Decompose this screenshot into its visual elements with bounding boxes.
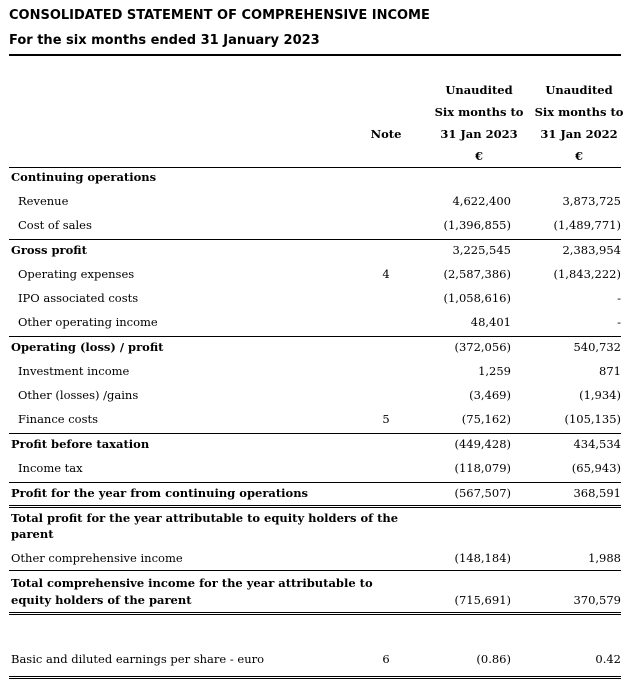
row-label-line2: parent xyxy=(11,527,54,541)
row-label: Revenue xyxy=(18,194,69,208)
row-rule xyxy=(9,336,621,337)
row-label: Profit before taxation xyxy=(11,437,150,451)
row-label: Operating expenses xyxy=(18,267,135,281)
row-label-line2: equity holders of the parent xyxy=(11,593,192,607)
row-value-2022: 2,383,954 xyxy=(562,243,621,257)
row-value-2023: (118,079) xyxy=(454,461,511,475)
row-label: Profit for the year from continuing operations xyxy=(11,486,309,500)
row-label: Other operating income xyxy=(18,315,158,329)
row-label: Basic and diluted earnings per share - euro xyxy=(11,652,265,666)
row-value-2022: 0.42 xyxy=(595,652,621,666)
row-label: Other comprehensive income xyxy=(11,551,183,565)
row-rule xyxy=(9,482,621,483)
row-rule xyxy=(9,239,621,240)
row-label: Cost of sales xyxy=(18,218,92,232)
row-value-2022: 3,873,725 xyxy=(562,194,621,208)
row-value-2023: (148,184) xyxy=(454,551,511,565)
row-label: Finance costs xyxy=(18,412,99,426)
row-value-2022: 871 xyxy=(599,364,621,378)
col1-header-line1: Unaudited xyxy=(445,83,513,97)
row-note: 4 xyxy=(382,267,390,281)
row-rule xyxy=(9,433,621,434)
row-value-2023: 4,622,400 xyxy=(452,194,511,208)
row-label: Income tax xyxy=(18,461,83,475)
row-value-2023: (1,396,855) xyxy=(443,218,511,232)
row-double-rule xyxy=(9,676,621,679)
row-value-2022: - xyxy=(617,291,621,305)
title-rule xyxy=(9,54,621,56)
row-double-rule xyxy=(9,612,621,615)
row-value-2022: (1,489,771) xyxy=(553,218,621,232)
row-value-2022: 1,988 xyxy=(588,551,621,565)
row-value-2022: 370,579 xyxy=(573,593,621,607)
statement-title: CONSOLIDATED STATEMENT OF COMPREHENSIVE INCOME xyxy=(9,8,430,23)
row-value-2022: 434,534 xyxy=(573,437,621,451)
row-value-2023: (372,056) xyxy=(454,340,511,354)
col2-header-line1: Unaudited xyxy=(545,83,613,97)
row-value-2023: 48,401 xyxy=(470,315,511,329)
row-label: Other (losses) /gains xyxy=(18,388,139,402)
col1-header-line3: 31 Jan 2023 xyxy=(440,127,518,141)
row-value-2023: (2,587,386) xyxy=(443,267,511,281)
row-note: 5 xyxy=(382,412,390,426)
row-value-2022: 540,732 xyxy=(573,340,621,354)
row-value-2023: 3,225,545 xyxy=(452,243,511,257)
row-value-2023: (449,428) xyxy=(454,437,511,451)
row-double-rule xyxy=(9,505,621,508)
col2-header-line2: Six months to xyxy=(534,105,624,119)
row-value-2023: (1,058,616) xyxy=(443,291,511,305)
row-value-2023: (75,162) xyxy=(461,412,511,426)
row-value-2022: (105,135) xyxy=(564,412,621,426)
row-label: Total profit for the year attributable to equity holders of the xyxy=(11,511,399,525)
row-rule xyxy=(9,570,621,571)
row-value-2022: (1,934) xyxy=(579,388,621,402)
row-label: Continuing operations xyxy=(11,170,157,184)
col1-currency: € xyxy=(474,149,483,163)
statement-subtitle: For the six months ended 31 January 2023 xyxy=(9,33,320,48)
row-label: Operating (loss) / profit xyxy=(11,340,164,354)
row-note: 6 xyxy=(382,652,390,666)
row-value-2022: (65,943) xyxy=(571,461,621,475)
row-label: Total comprehensive income for the year attributable to xyxy=(11,576,373,590)
note-header: Note xyxy=(370,127,402,141)
col2-currency: € xyxy=(574,149,583,163)
row-value-2022: 368,591 xyxy=(573,486,621,500)
row-label: Gross profit xyxy=(11,243,87,257)
row-value-2023: (715,691) xyxy=(454,593,511,607)
row-label: IPO associated costs xyxy=(18,291,139,305)
row-value-2022: (1,843,222) xyxy=(553,267,621,281)
row-value-2023: (567,507) xyxy=(454,486,511,500)
row-value-2023: 1,259 xyxy=(478,364,511,378)
row-label: Investment income xyxy=(18,364,130,378)
row-value-2022: - xyxy=(617,315,621,329)
col2-header-line3: 31 Jan 2022 xyxy=(540,127,618,141)
col1-header-line2: Six months to xyxy=(434,105,524,119)
row-value-2023: (3,469) xyxy=(469,388,511,402)
row-value-2023: (0.86) xyxy=(476,652,511,666)
header-rule xyxy=(9,167,621,168)
